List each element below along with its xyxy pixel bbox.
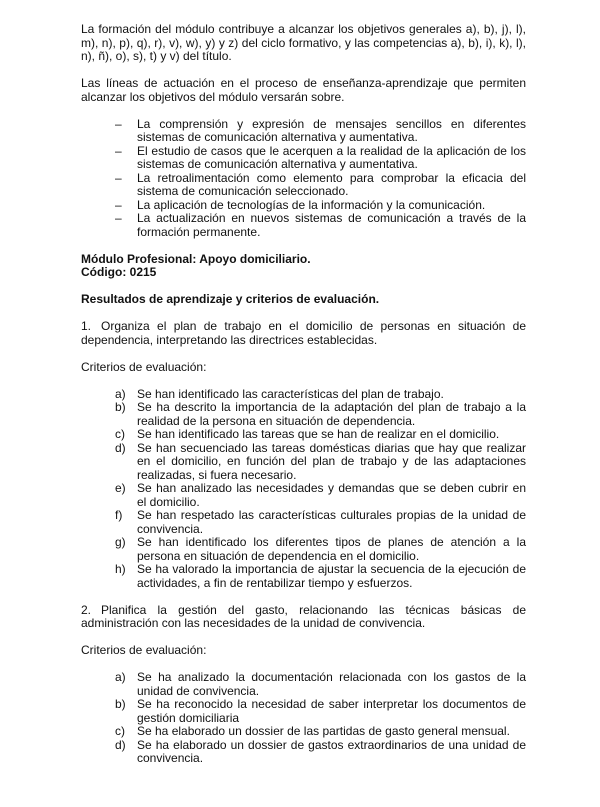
bullet-text: La actualización en nuevos sistemas de comunicación a través de la formación permanente.: [137, 211, 526, 239]
criterion-item: [81, 698, 526, 725]
criterion-text: Se han identificado las tareas que se han de realizar en el domicilio.: [137, 427, 500, 441]
results-list: [81, 320, 526, 766]
bullet-dash: –: [115, 197, 122, 212]
criterion-item: [81, 442, 526, 483]
criterion-text: Se ha analizado la documentación relacionada con los gastos de la unidad de convivencia.: [137, 670, 526, 698]
criteria-list: [81, 671, 526, 766]
criterion-letter: g): [115, 535, 126, 549]
criterion-text: Se han respetado las características culturales propias de la unidad de convivencia.: [137, 508, 526, 536]
criterion-item: [81, 509, 526, 536]
criterion-item: [81, 401, 526, 428]
criterion-letter: h): [115, 562, 126, 576]
criterion-item: [81, 739, 526, 766]
criterion-text: Se ha elaborado un dossier de gastos extraordinarios de una unidad de convivencia.: [137, 737, 526, 765]
criterion-letter: b): [115, 697, 126, 711]
criteria-list: [81, 388, 526, 591]
criteria-label: Criterios de evaluación:: [81, 359, 207, 374]
criterion-item: [81, 388, 526, 402]
criteria-label: Criterios de evaluación:: [81, 643, 207, 657]
criterion-text: Se han identificado las características del plan de trabajo.: [137, 386, 444, 401]
intro-paragraph: La formación del módulo contribuye a alcanzar los objetivos generales a), b), j), l), m), n), p), q), r), v), w), y) y z) del ciclo formativo, y las competencias a), b), i), k), l), n), ñ), o), s), t) y v) del título.: [81, 22, 526, 63]
bullet-text: La aplicación de tecnologías de la información y la comunicación.: [137, 197, 486, 212]
bullet-text: La retroalimentación como elemento para comprobar la eficacia del sistema de comunicación seleccionado.: [137, 170, 526, 198]
criterion-letter: d): [115, 737, 126, 752]
bullet-dash: –: [115, 211, 122, 225]
criterion-text: Se han analizado las necesidades y demandas que se deben cubrir en el domicilio.: [137, 481, 526, 509]
criterion-letter: f): [115, 508, 123, 522]
bullet-dash: –: [115, 143, 122, 158]
criterion-letter: a): [115, 386, 126, 401]
criterion-item: [81, 671, 526, 698]
criterion-item: [81, 725, 526, 739]
bullet-dash: –: [115, 116, 122, 131]
result-number: 1.: [81, 319, 92, 333]
module-code: Código: 0215: [81, 265, 157, 279]
criterion-text: Se ha valorado la importancia de ajustar la secuencia de la ejecución de actividades, a fin de rentabilizar tiempo y esfuerzos.: [137, 562, 526, 590]
criterion-text: Se ha reconocido la necesidad de saber interpretar los documentos de gestión domiciliaria: [137, 697, 526, 725]
bullet-text: El estudio de casos que le acerquen a la realidad de la aplicación de los sistemas de comunicación alternativa y aumentativa.: [137, 143, 526, 171]
lines-intro-paragraph: Las líneas de actuación en el proceso de enseñanza-aprendizaje que permiten alcanzar los objetivos del módulo versarán sobre.: [81, 76, 526, 104]
bullet-list: [81, 118, 526, 240]
criterion-letter: b): [115, 400, 126, 414]
result-text: Organiza el plan de trabajo en el domicilio de personas en situación de dependencia, interpretando las directrices establecidas.: [81, 319, 526, 347]
criterion-letter: c): [115, 724, 125, 738]
criterion-letter: a): [115, 670, 126, 684]
results-heading: Resultados de aprendizaje y criterios de evaluación.: [81, 292, 380, 306]
bullet-item: [81, 199, 526, 213]
bullet-text: La comprensión y expresión de mensajes sencillos en diferentes sistemas de comunicación alternativa y aumentativa.: [137, 116, 526, 144]
bullet-item: [81, 145, 526, 172]
bullet-item: [81, 118, 526, 145]
result-number: 2.: [81, 602, 92, 617]
criterion-letter: e): [115, 481, 126, 495]
criterion-item: [81, 563, 526, 590]
result-item: [81, 604, 526, 631]
criterion-text: Se han identificado los diferentes tipos de planes de atención a la persona en situación de dependencia en el domicilio.: [137, 535, 526, 563]
criterion-text: Se han secuenciado las tareas domésticas diarias que hay que realizar en el domicilio, en función del plan de trabajo y de las adaptaciones realizadas, si fuera necesario.: [137, 440, 526, 482]
result-item: [81, 320, 526, 347]
result-text: Planifica la gestión del gasto, relacionando las técnicas básicas de administración con las necesidades de la unidad de convivencia.: [81, 602, 526, 630]
criterion-text: Se ha descrito la importancia de la adaptación del plan de trabajo a la realidad de la persona en situación de dependencia.: [137, 400, 526, 428]
criterion-text: Se ha elaborado un dossier de las partidas de gasto general mensual.: [137, 724, 510, 738]
bullet-item: [81, 212, 526, 239]
criterion-letter: d): [115, 440, 126, 455]
criterion-item: [81, 536, 526, 563]
bullet-dash: –: [115, 170, 122, 185]
bullet-item: [81, 172, 526, 199]
document-page: [81, 23, 526, 779]
module-title: Módulo Profesional: Apoyo domiciliario.: [81, 251, 311, 266]
criterion-item: [81, 428, 526, 442]
criterion-item: [81, 482, 526, 509]
criterion-letter: c): [115, 427, 125, 441]
